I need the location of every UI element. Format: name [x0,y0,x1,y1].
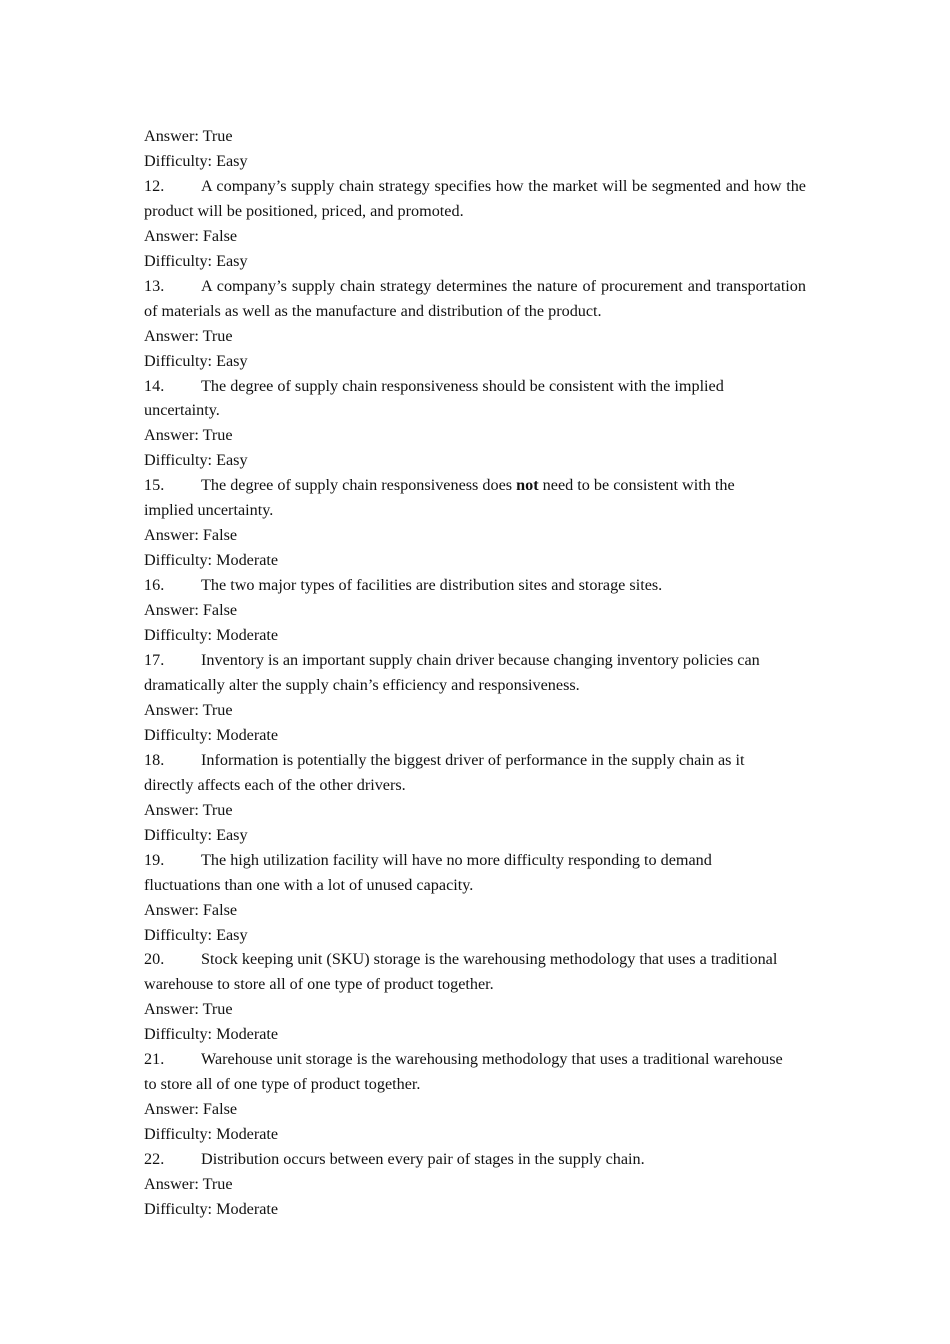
question-number: 22. [144,1150,165,1169]
question-text-continued: warehouse to store all of one type of product together. [144,975,494,994]
question-text: 16. The two major types of facilities are distribution sites and storage sites. [144,573,806,598]
question-item [144,947,806,1047]
question-text: 20. Stock keeping unit (SKU) storage is the warehousing methodology that uses a traditional [144,947,806,972]
question-text-continued: dramatically alter the supply chain’s efficiency and responsiveness. [144,675,580,694]
question-number: 14. [144,376,165,395]
answer-line: Answer: True [144,426,233,445]
difficulty-line: Difficulty: Moderate [144,1025,279,1044]
answer-line: Answer: True [144,326,233,345]
question-number: 17. [144,651,165,670]
question-number: 13. [144,276,165,295]
answer-line: Answer: False [144,1100,238,1119]
question-number: 12. [144,176,165,195]
question-text-continued: implied uncertainty. [144,501,274,520]
document-page [144,124,806,1222]
difficulty-line: Difficulty: Moderate [144,1125,279,1144]
question-item [144,1047,806,1147]
question-item [144,848,806,948]
difficulty-line: Difficulty: Moderate [144,1199,279,1218]
difficulty-line: Difficulty: Moderate [144,626,279,645]
answer-line: Answer: False [144,900,238,919]
question-item [144,1147,806,1222]
question-item [144,573,806,648]
question-text: 19. The high utilization facility will have no more difficulty responding to demand [144,848,806,873]
question-text-continued: fluctuations than one with a lot of unused capacity. [144,875,474,894]
question-item [144,648,806,748]
question-text: 13. A company’s supply chain strategy determines the nature of procurement and transportation of materials as well as the manufacture and distribution of the product. [144,274,806,324]
question-number: 15. [144,476,165,495]
answer-line: Answer: True [144,700,233,719]
difficulty-line: Difficulty: Moderate [144,551,279,570]
question-item [144,374,806,474]
answer-line: Answer: True [144,127,233,145]
question-text: 15. The degree of supply chain responsiveness does not need to be consistent with the [144,473,806,498]
difficulty-line: Difficulty: Easy [144,151,248,170]
question-text-continued: uncertainty. [144,401,220,420]
answer-line: Answer: True [144,800,233,819]
difficulty-line: Difficulty: Easy [144,351,248,370]
answer-line: Answer: False [144,601,238,620]
question-text: 22. Distribution occurs between every pair of stages in the supply chain. [144,1147,806,1172]
difficulty-line: Difficulty: Easy [144,251,248,270]
answer-line: Answer: False [144,226,238,245]
difficulty-line: Difficulty: Easy [144,825,248,844]
question-text: 12. A company’s supply chain strategy specifies how the market will be segmented and how the product will be positioned, priced, and promoted. [144,174,806,224]
question-item [144,174,806,274]
question-number: 18. [144,750,165,769]
answer-line: Answer: False [144,526,238,545]
answer-line: Answer: True [144,1000,233,1019]
question-number: 20. [144,950,165,969]
question-item [144,748,806,848]
question-text: 14. The degree of supply chain responsiveness should be consistent with the implied [144,374,806,399]
difficulty-line: Difficulty: Moderate [144,725,279,744]
question-text: 18. Information is potentially the biggest driver of performance in the supply chain as it [144,748,806,773]
difficulty-line: Difficulty: Easy [144,451,248,470]
question-item [144,473,806,573]
question-text-continued: to store all of one type of product together. [144,1075,421,1094]
emphasis-not: not [516,476,539,495]
question-number: 21. [144,1050,165,1069]
difficulty-line: Difficulty: Easy [144,925,248,944]
answer-line: Answer: True [144,1175,233,1194]
question-text-continued: directly affects each of the other drivers. [144,775,406,794]
question-number: 19. [144,850,165,869]
question-item [144,274,806,374]
question-text: 17. Inventory is an important supply chain driver because changing inventory policies can [144,648,806,673]
question-text: 21. Warehouse unit storage is the warehousing methodology that uses a traditional warehouse [144,1047,806,1072]
question-number: 16. [144,576,165,595]
